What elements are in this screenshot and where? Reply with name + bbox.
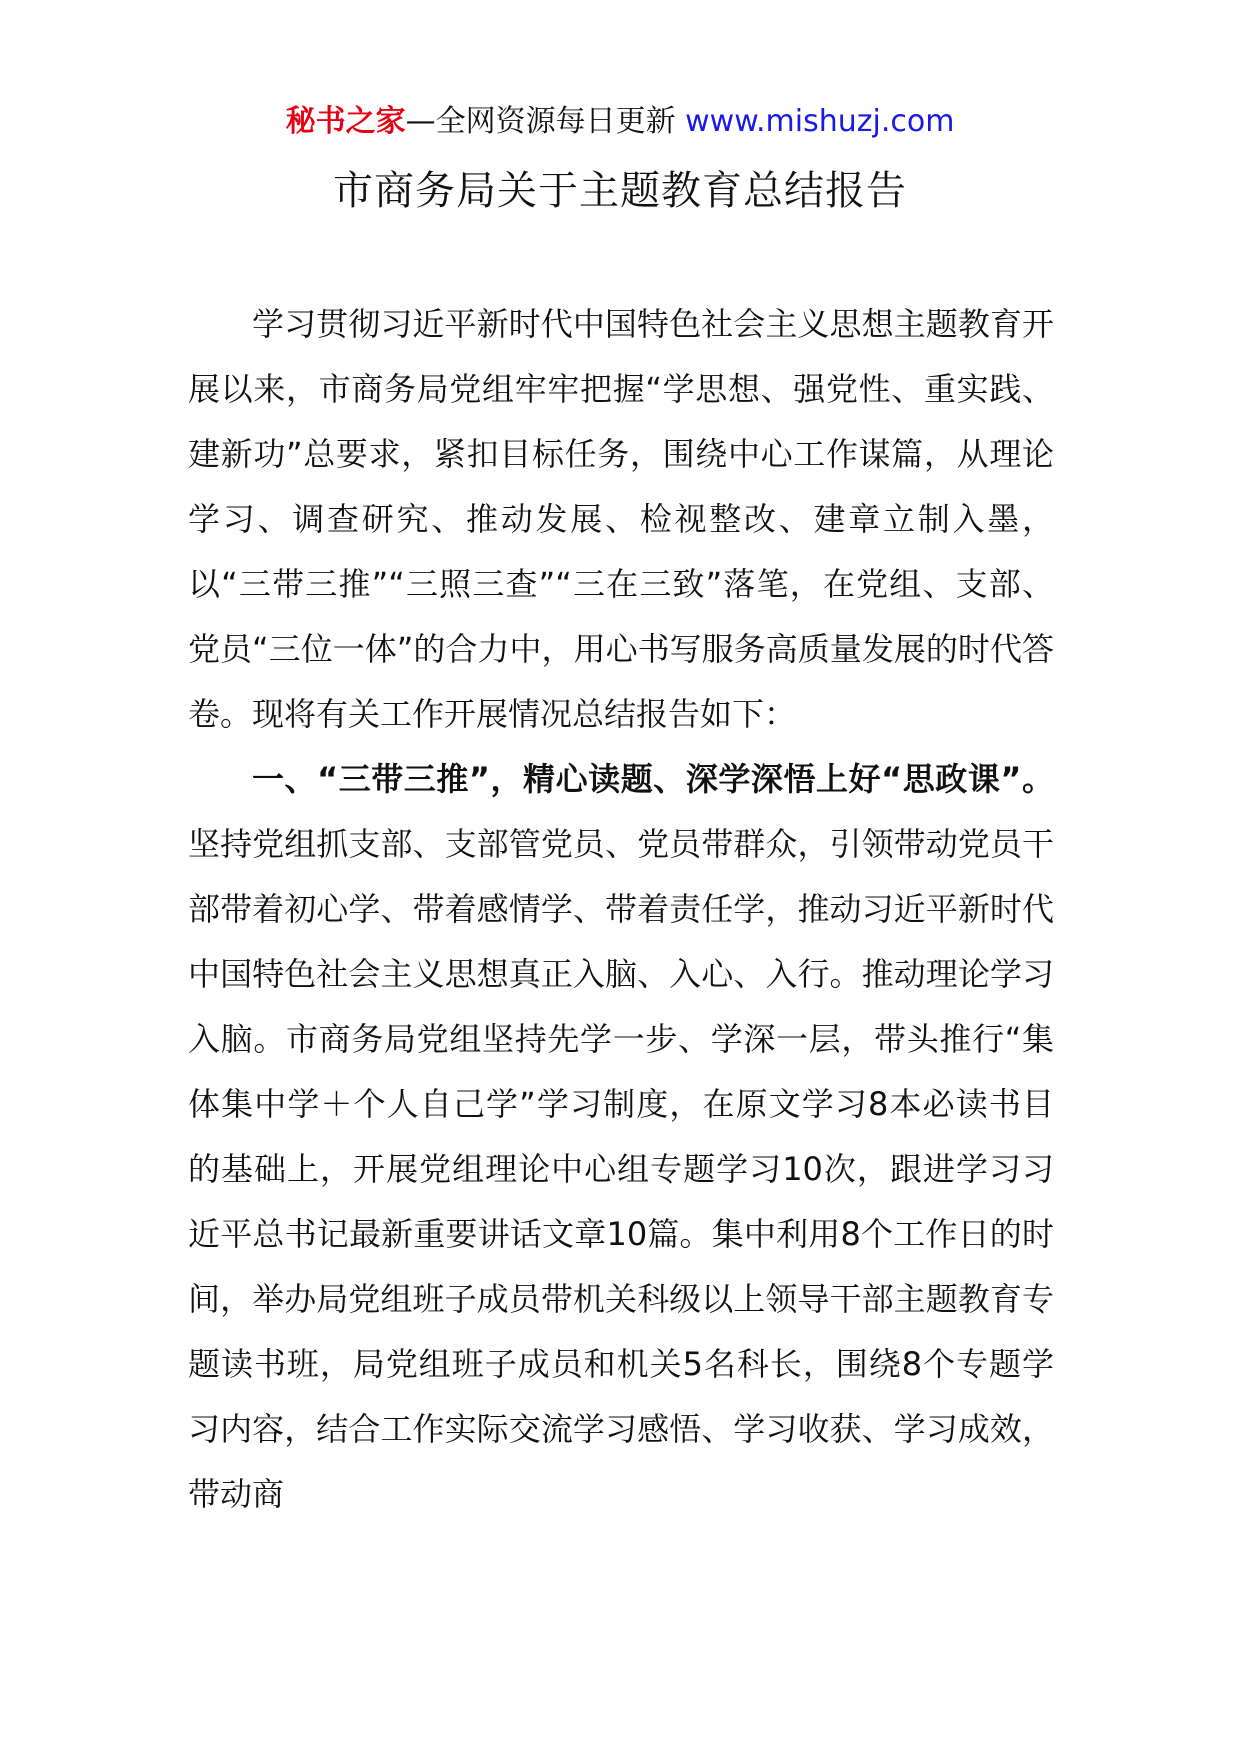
brand-name: 秘书之家 xyxy=(285,104,406,139)
site-link[interactable]: www.mishuzj.com xyxy=(685,104,955,139)
section-1-paragraph xyxy=(188,747,1054,1527)
section-1-body: 坚持党组抓支部、支部管党员、党员带群众，引领带动党员干部带着初心学、带着感情学、带着责任学，推动习近平新时代中国特色社会主义思想真正入脑、入心、入行。推动理论学习入脑。市商务局党组坚持先学一步、学深一层，带头推行“集体集中学＋个人自己学”学习制度，在原文学习8本必读书目的基础上，开展党组理论中心组专题学习10次，跟进学习习近平总书记最新重要讲话文章10篇。集中利用8个工作日的时间，举办局党组班子成员带机关科级以上领导干部主题教育专题读书班，局党组班子成员和机关5名科长，围绕8个专题学习内容，结合工作实际交流学习感悟、学习收获、学习成效，带动商 xyxy=(188,825,1054,1513)
document-title: 市商务局关于主题教育总结报告 xyxy=(333,168,907,214)
header-slogan: —全网资源每日更新 xyxy=(405,104,686,139)
section-1-heading: 一、“三带三推”，精心读题、深学深悟上好“思政课”。 xyxy=(252,760,1054,798)
intro-paragraph: 学习贯彻习近平新时代中国特色社会主义思想主题教育开展以来，市商务局党组牢牢把握“学思想、强党性、重实践、建新功”总要求，紧扣目标任务，围绕中心工作谋篇，从理论学习、调查研究、推动发展、检视整改、建章立制入墨，以“三带三推”“三照三查”“三在三致”落笔，在党组、支部、党员“三位一体”的合力中，用心书写服务高质量发展的时代答卷。现将有关工作开展情况总结报告如下： xyxy=(188,305,1054,733)
document-body xyxy=(188,292,1054,1527)
watermark-header xyxy=(0,102,1240,142)
